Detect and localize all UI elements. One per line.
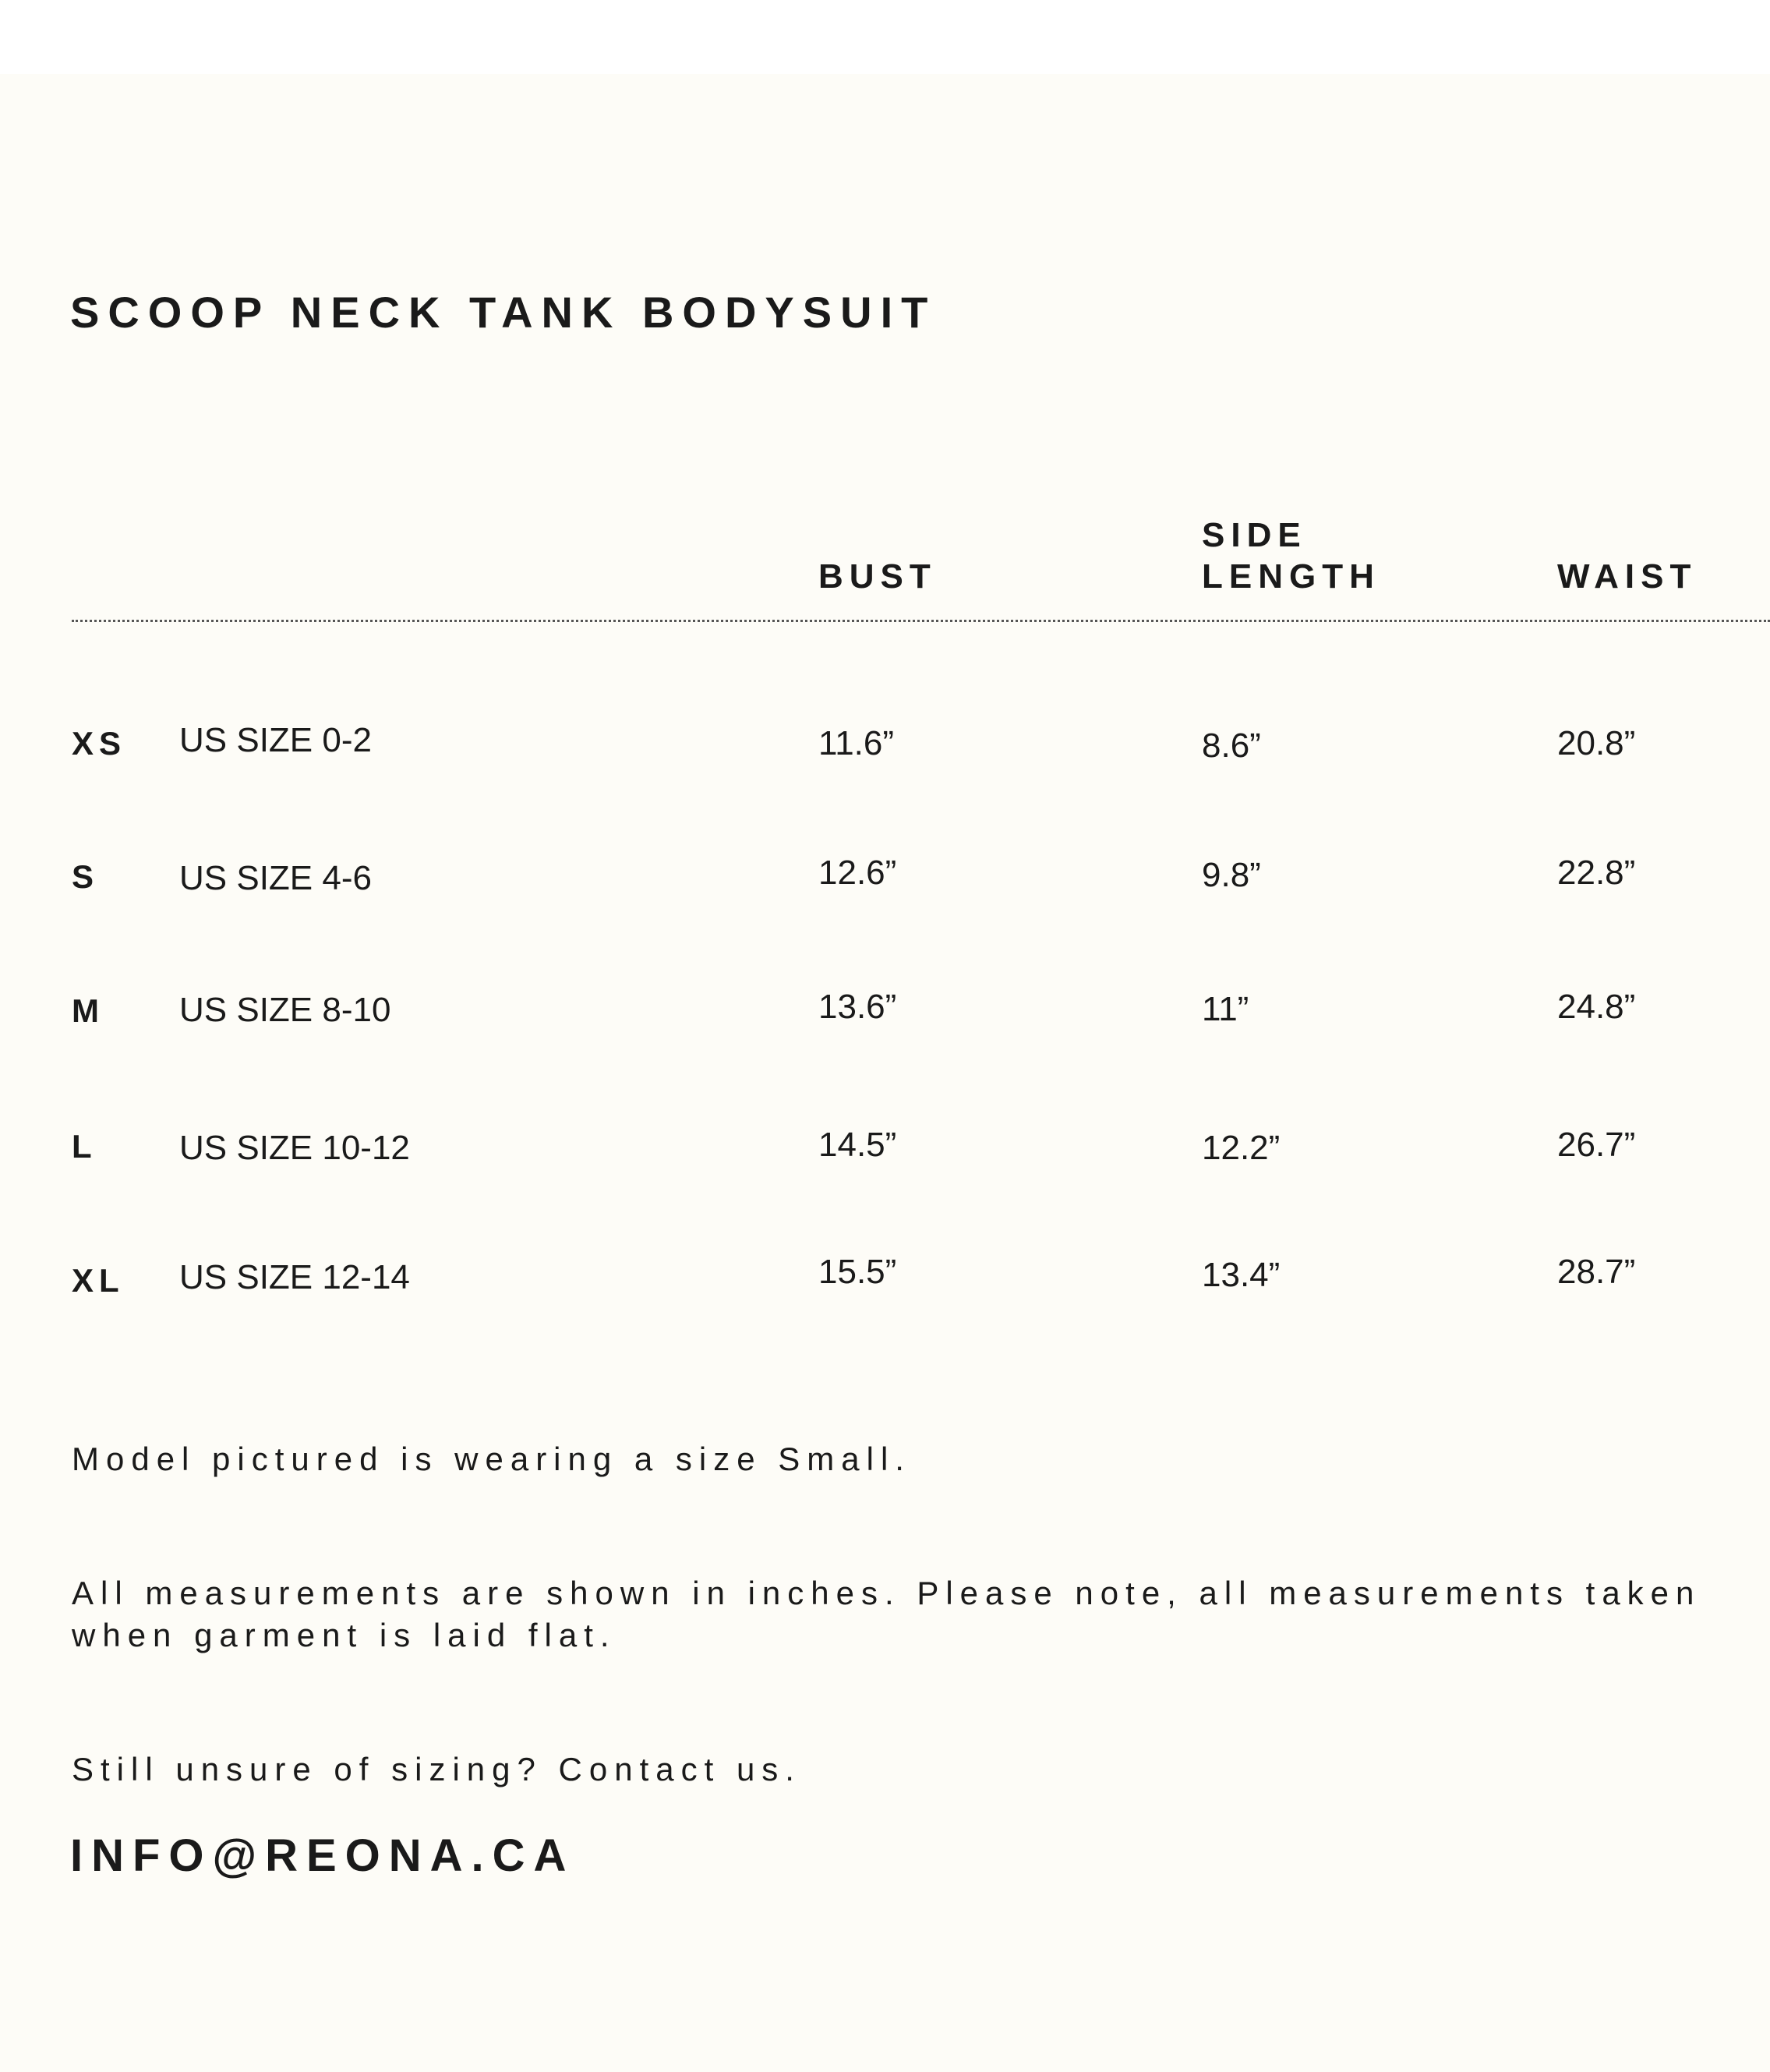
- column-header-waist: WAIST: [1557, 557, 1698, 596]
- side-length-value: 9.8”: [1202, 856, 1261, 894]
- us-size: US SIZE 4-6: [179, 859, 372, 897]
- measurements-note: [72, 1572, 1701, 1657]
- size-code: XS: [72, 725, 127, 762]
- side-length-value: 13.4”: [1202, 1256, 1281, 1294]
- contact-email-link[interactable]: INFO@REONA.CA: [70, 1830, 575, 1881]
- waist-value: 28.7”: [1557, 1253, 1636, 1291]
- column-header-side-length: [1202, 514, 1380, 597]
- bust-value: 13.6”: [818, 988, 897, 1026]
- measurements-note-line2: when garment is laid flat.: [72, 1617, 616, 1653]
- header-divider: [72, 620, 1770, 622]
- size-code: M: [72, 992, 104, 1029]
- column-header-bust: BUST: [818, 557, 937, 596]
- waist-value: 20.8”: [1557, 724, 1636, 762]
- measurements-note-line1: All measurements are shown in inches. Please note, all measurements taken: [72, 1575, 1701, 1611]
- side-length-value: 8.6”: [1202, 727, 1261, 765]
- bust-value: 15.5”: [818, 1253, 897, 1291]
- us-size: US SIZE 8-10: [179, 991, 391, 1029]
- us-size: US SIZE 12-14: [179, 1258, 410, 1296]
- side-length-value: 11”: [1202, 990, 1249, 1028]
- bust-value: 14.5”: [818, 1126, 897, 1164]
- bust-value: 11.6”: [818, 724, 895, 762]
- size-code: XL: [72, 1262, 125, 1299]
- page-title: SCOOP NECK TANK BODYSUIT: [70, 288, 937, 337]
- waist-value: 24.8”: [1557, 988, 1636, 1026]
- us-size: US SIZE 0-2: [179, 721, 372, 759]
- us-size: US SIZE 10-12: [179, 1129, 410, 1167]
- model-size-note: Model pictured is wearing a size Small.: [72, 1441, 911, 1477]
- column-header-side-length-line1: SIDE: [1202, 516, 1307, 554]
- column-header-side-length-line2: LENGTH: [1202, 557, 1380, 596]
- waist-value: 26.7”: [1557, 1126, 1636, 1164]
- size-code: L: [72, 1128, 97, 1165]
- bust-value: 12.6”: [818, 854, 897, 892]
- side-length-value: 12.2”: [1202, 1129, 1281, 1167]
- waist-value: 22.8”: [1557, 854, 1636, 892]
- size-code: S: [72, 858, 100, 895]
- contact-prompt: Still unsure of sizing? Contact us.: [72, 1751, 801, 1787]
